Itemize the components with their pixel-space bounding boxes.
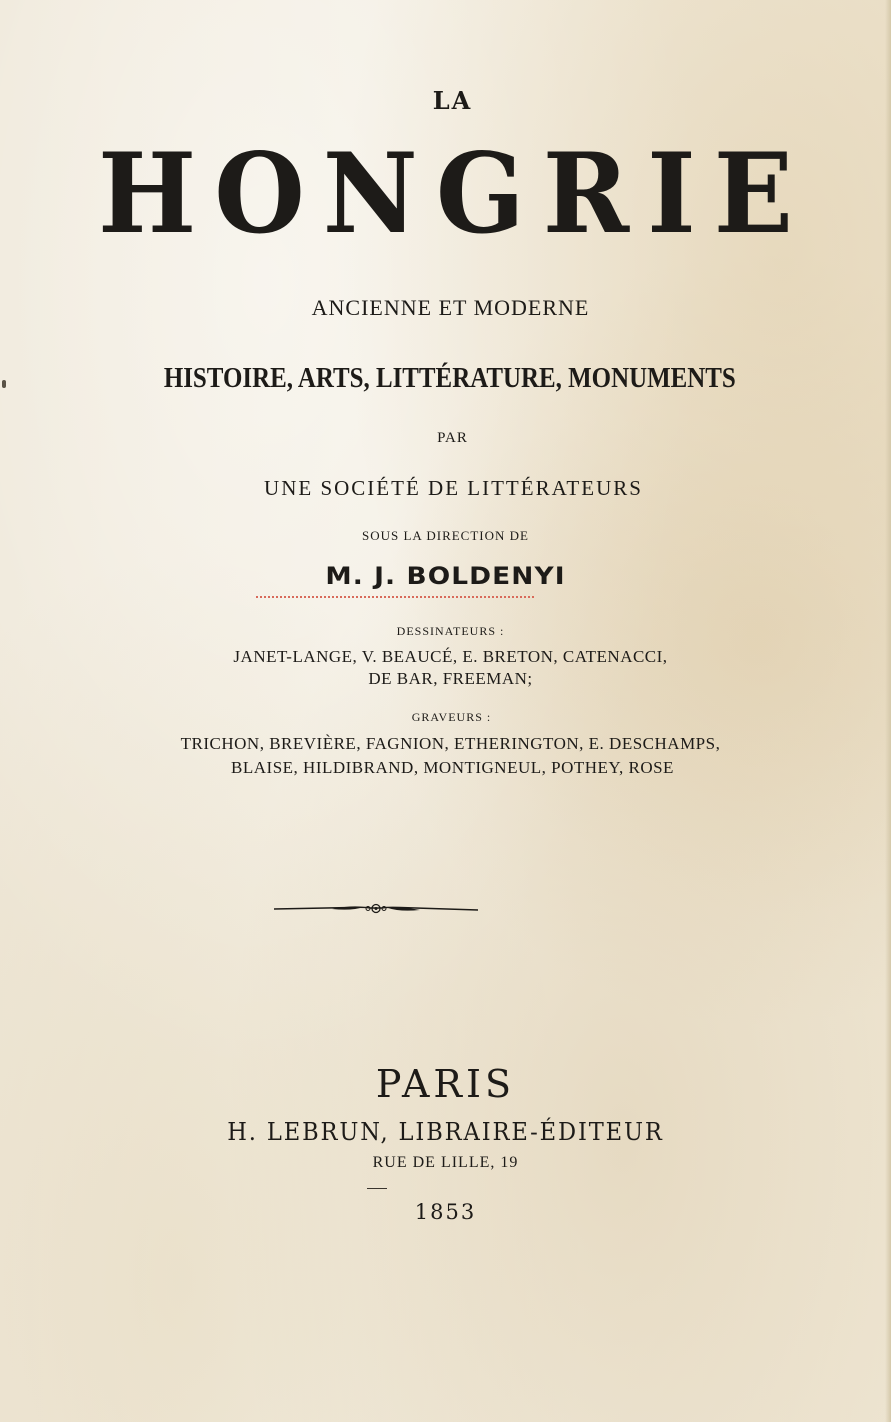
book-topics: HISTOIRE, ARTS, LITTÉRATURE, MONUMENTS [163,362,736,394]
imprint-publisher: H. LEBRUN, LIBRAIRE-ÉDITEUR [227,1118,664,1146]
illustrators-label: DESSINATEURS : [396,624,505,638]
illustrators-line-2: DE BAR, FREEMAN; [368,669,533,688]
imprint-city: PARIS [375,1062,516,1106]
imprint-year: 1853 [414,1200,477,1224]
by-label: PAR [437,430,468,446]
imprint-address: RUE DE LILLE, 19 [372,1154,519,1171]
title-article: LA [432,86,473,115]
book-title: HONGRIE [97,128,812,259]
book-subtitle: ANCIENNE ET MODERNE [311,295,590,320]
margin-mark [2,380,6,388]
illustrators-line-1: JANET-LANGE, V. BEAUCÉ, E. BRETON, CATENACCI, [233,647,668,666]
year-rule [367,1188,387,1189]
director-name: M. J. BOLDENYI [325,562,566,590]
direction-label: SOUS LA DIRECTION DE [362,528,529,543]
engravers-line-1: TRICHON, BREVIÈRE, FAGNION, ETHERINGTON, E. DESCHAMPS, [180,734,721,753]
authors-group: UNE SOCIÉTÉ DE LITTÉRATEURS [264,476,643,500]
ornamental-rule [272,898,480,920]
engravers-line-2: BLAISE, HILDIBRAND, MONTIGNEUL, POTHEY, ROSE [231,758,674,777]
engravers-label: GRAVEURS : [411,710,492,724]
pencil-underline [256,596,534,598]
